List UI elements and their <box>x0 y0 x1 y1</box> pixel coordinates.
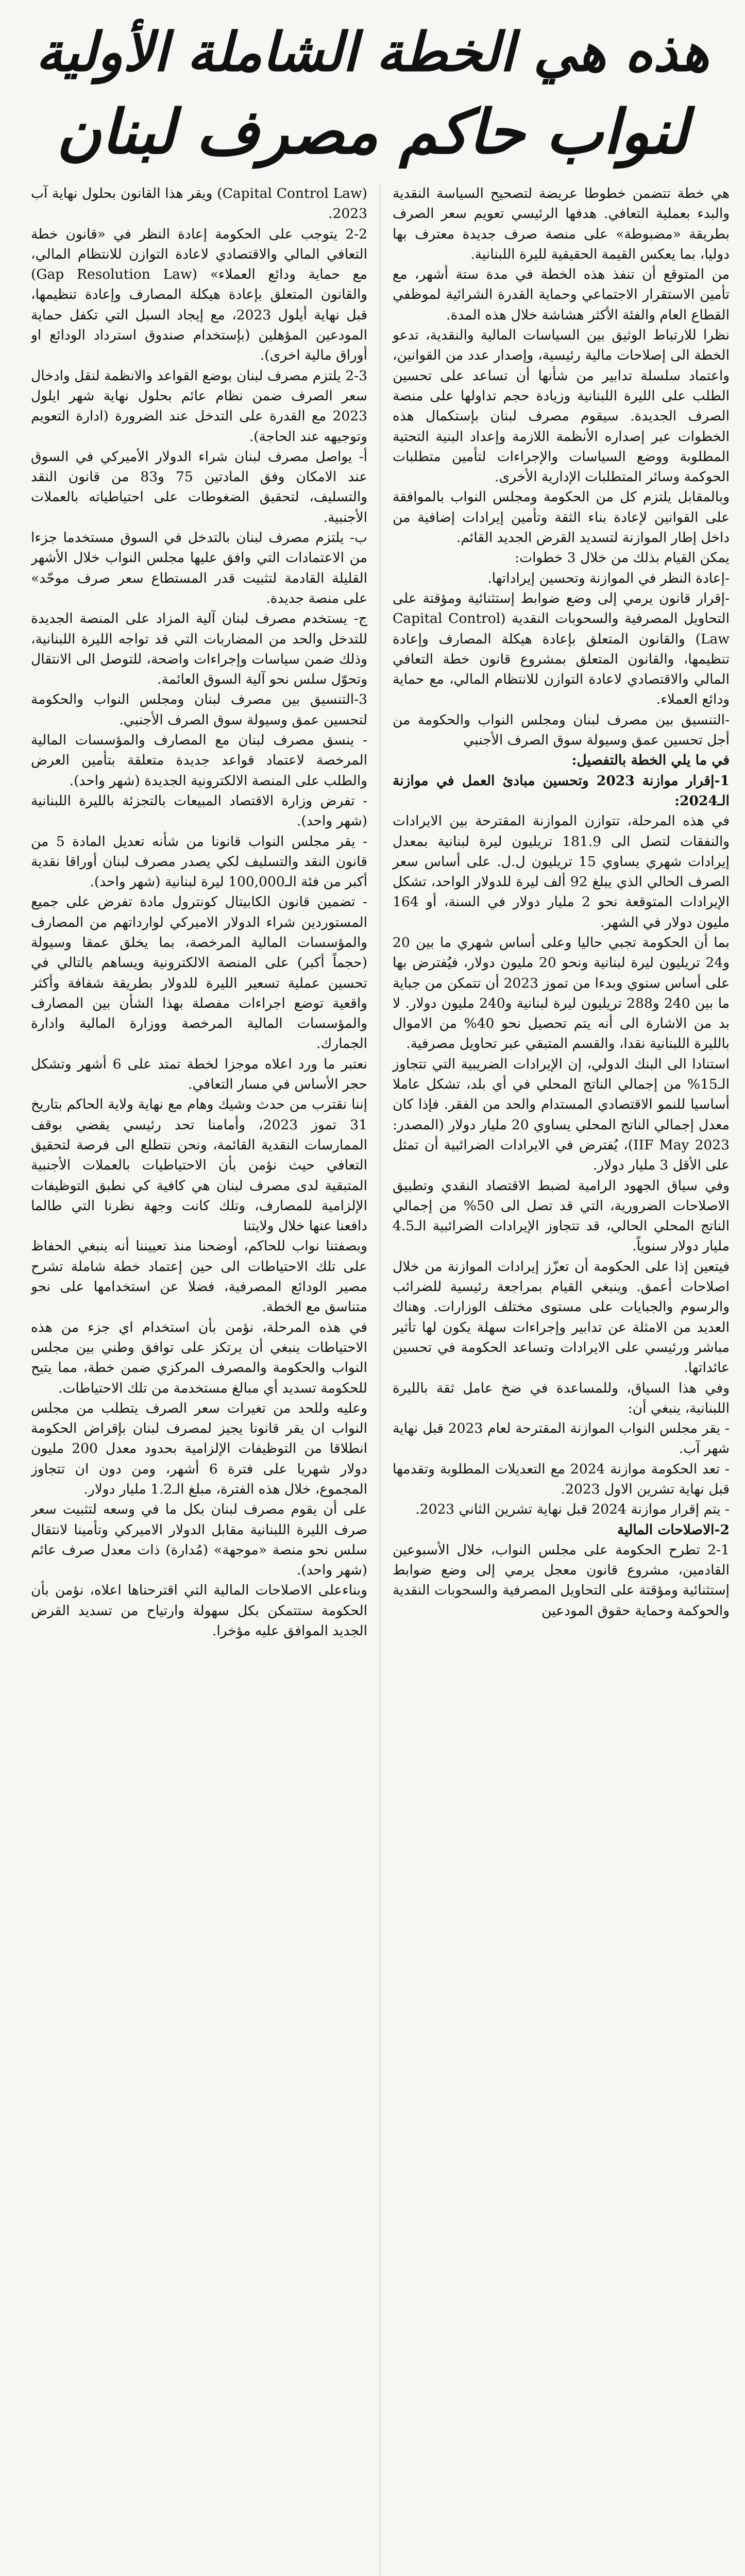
paragraph: (Capital Control Law) ويقر هذا القانون بحلول نهاية آب 2023. <box>31 185 367 222</box>
paragraph: بما أن الحكومة تجبي حاليا وعلى أساس شهري ما بين 20 و24 تريليون ليرة لبنانية ونحو 20 مليون دولار، فيُفترض بها على أساس سنوي وبدءا من تموز 2023 أن تتمكن من جباية ما بين 240 و288 تريليون ليرة لبنانية و240 مليون دولار. لا بد من الاشارة الى أنه يتم تحصيل نحو 40% من الاموال بالليرة اللبنانية نقدا، والقسم المتبقي عبر تحاويل مصرفية. <box>393 934 730 1052</box>
paragraph: ب- يلتزم مصرف لبنان بالتدخل في السوق مستخدما جزءا من الاعتمادات التي وافق عليها مجلس النواب خلال الأشهر القليلة القادمة لتثبيت قدر المستطاع سعر صرف موحّد» على منصة جديدة. <box>31 530 367 606</box>
headline-line-2: لنواب حاكم مصرف لبنان <box>57 96 688 167</box>
article-column-left <box>31 183 380 2576</box>
paragraph: 3-التنسيق بين مصرف لبنان ومجلس النواب والحكومة لتحسين عمق وسيولة سوق الصرف الأجنبي. <box>31 691 367 728</box>
paragraph: استنادا الى البنك الدولي، إن الإيرادات الضريبية التي تتجاوز الـ15% من إجمالي الناتج المحلي في أي بلد، تشكل عاملا أساسيا للنمو الاقتصادي المستدام والحد من الفقر. فإذا كان معدل إجمالي الناتج المحلي يساوي 20 مليار دولار (المصدر: IIF May 2023)، يُفترض في الايرادات الضرائبية أن تمثل على الأقل 3 مليار دولار. <box>393 1056 730 1174</box>
paragraph: وفي هذا السياق، وللمساعدة في ضخ عامل ثقة بالليرة اللبنانية، ينبغي أن: <box>393 1380 730 1416</box>
paragraph: - يتم إقرار موازنة 2024 قبل نهاية تشرين الثاني 2023. <box>415 1501 730 1518</box>
paragraph: - تفرض وزارة الاقتصاد المبيعات بالتجزئة بالليرة اللبنانية (شهر واحد). <box>31 792 367 829</box>
paragraph: فيتعين إذا على الحكومة أن تعزّز إيرادات الموازنة من خلال اصلاحات أعمق. وينبغي القيام بمراجعة رئيسية للضرائب والرسوم والجبايات على مستوى مختلف الوزارات. وهناك العديد من الامثلة عن تدابير وإجراءات سهلة يكون لها تأثير مباشر ورئيسي على الايرادات وتساعد الحكومة في تحسين عائداتها. <box>393 1258 730 1376</box>
paragraph: من المتوقع أن تنفذ هذه الخطة في مدة ستة أشهر، مع تأمين الاستقرار الاجتماعي وحماية القدرة الشرائية لموظفي القطاع العام والفئة الأكثر هشاشة خلال هذه المدة. <box>393 266 730 323</box>
paragraph: يمكن القيام بذلك من خلال 3 خطوات: <box>515 550 730 566</box>
paragraph: أ- يواصل مصرف لبنان شراء الدولار الأميركي في السوق عند الامكان وفق المادتين 75 و83 من قانون النقد والتسليف، لتحقيق الضغوطات على احتياطياته بالعملات الأجنبية. <box>31 448 368 526</box>
paragraph: وفي سياق الجهود الرامية لضبط الاقتصاد النقدي وتطبيق الاصلاحات الضرورية، التي قد تصل الى 50% من إجمالي الناتج المحلي الحالي، قد تتجاوز الإيرادات الضرائبية الـ4.5 مليار دولار سنوياً. <box>393 1177 730 1255</box>
paragraph: وبالمقابل يلتزم كل من الحكومة ومجلس النواب بالموافقة على القوانين لإعادة بناء الثقة وتأمين إيرادات إضافية من داخل إطار الموازنة لتسديد القرض الجديد القائم. <box>393 489 730 546</box>
paragraph: - ينسق مصرف لبنان مع المصارف والمؤسسات المالية المرخصة لاعتماد قواعد جديدة متعلقة بتأمين العرض والطلب على المنصة الالكترونية الجديدة (شهر واحد). <box>31 732 367 789</box>
paragraph: في هذه المرحلة، تتوازن الموازنة المقترحة بين الايرادات والنفقات لتصل الى 181.9 تريليون ليرة لبنانية بمعدل إيرادات شهري يساوي 15 تريليون ل.ل. على أساس سعر الصرف الحالي الذي يبلغ 92 ألف ليرة للدولار الواحد، تشكل الإيرادات المتوقعة نحو 2 مليار دولار في السنة، أو 164 مليون دولار في الشهر. <box>393 813 730 930</box>
paragraph: إننا نقترب من حدث وشيك وهام مع نهاية ولاية الحاكم بتاريخ 31 تموز 2023، وأمامنا تحد رئيسي يقضي بوقف الممارسات النقدية القائمة، ونحن نتطلع الى فرصة لتحقيق التعافي حيث نؤمن بأن الاحتياطيات بالعملات الأجنبية المتبقية لدى مصرف لبنان هي كافية كي نطبق التوظيفات الإلزامية للمصارف، وتلك كانت وجهة نظرنا التي طالما دافعنا عنها خلال ولايتنا <box>31 1096 368 1234</box>
section-heading: في ما يلي الخطة بالتفصيل: <box>571 752 730 769</box>
paragraph: نعتبر ما ورد اعلاه موجزا لخطة تمتد على 6 أشهر وتشكل حجر الأساس في مسار التعافي. <box>31 1056 367 1093</box>
paragraph: هي خطة تتضمن خطوطا عريضة لتصحيح السياسة النقدية والبدء بعملية التعافي. هدفها الرئيسي تعويم سعر الصرف بطريقة «مضبوطة» على منصة صرف جديدة معترف بها دوليا، بما يعكس القيمة الحقيقية لليرة اللبنانية. <box>393 185 730 262</box>
article-column-right <box>380 183 730 2576</box>
paragraph: نظرا للارتباط الوثيق بين السياسات المالية والنقدية، تدعو الخطة الى إصلاحات مالية رئيسية، وإصدار عدد من القوانين، واعتماد سلسلة تدابير من شأنها أن تساعد على تحسين الطلب على الليرة اللبنانية وزيادة حجم تداولها على منصة الصرف الجديدة. سيقوم مصرف لبنان بإستكمال هذه الخطوات عبر إصداره الأنظمة اللازمة وإعداد البنية التحتية المطلوبة ووضع السياسات والإجراءات لتأمين متطلبات الحوكمة وسائر المتطلبات الإدارية الأخرى. <box>393 327 730 485</box>
paragraph: -إعادة النظر في الموازنة وتحسين إيراداتها. <box>487 570 730 586</box>
paragraph: ج- يستخدم مصرف لبنان آلية المزاد على المنصة الجديدة للتدخل والحد من المضاربات التي قد تواجه الليرة اللبنانية، وذلك ضمن سياسات وإجراءات واضحة، للتوصل الى الانتقال وتحوّل سلس نحو آلية السوق العائمة. <box>31 611 367 688</box>
paragraph: 2-2 يتوجب على الحكومة إعادة النظر في «قانون خطة التعافي المالي والاقتصادي لاعادة التوازن للانتظام المالي، مع حماية ودائع العملاء» (Gap Resolution Law) والقانون المتعلق بإعادة هيكلة المصارف وإعادة تنظيمها، قبل نهاية أيلول 2023، مع إيجاد السبل التي تكفل حماية المودعين المؤهلين (بإستخدام صندوق استرداد الودائع او أوراق مالية اخرى). <box>31 226 367 364</box>
section-heading: 1-إقرار موازنة 2023 وتحسين مبادئ العمل في موازنة الـ2024: <box>393 772 730 809</box>
paragraph: وبصفتنا نواب للحاكم، أوضحنا منذ تعييننا أنه ينبغي الحفاظ على تلك الاحتياطات الى حين إعتماد خطة شاملة تشرح مصير الودائع المصرفية، فضلا عن استخدامها على نحو متناسق مع الخطة. <box>31 1238 367 1315</box>
paragraph: في هذه المرحلة، نؤمن بأن استخدام اي جزء من هذه الاحتياطات ينبغي أن يرتكز على توافق وطني بين مجلس النواب والحكومة والمصرف المركزي ضمن خطة، مما يتيح للحكومة تسديد أي مبالغ مستخدمة من تلك الاحتياطات. <box>31 1319 367 1396</box>
headline <box>0 0 745 178</box>
paragraph: - يقر مجلس النواب الموازنة المقترحة لعام 2023 قبل نهاية شهر آب. <box>393 1420 730 1457</box>
paragraph: 2-1 تطرح الحكومة على مجلس النواب، خلال الأسبوعين القادمين، مشروع قانون معجل يرمي إلى وضع ضوابط إستثنائية ومؤقتة على التحاويل المصرفية والسحوبات النقدية والحوكمة وحماية حقوق المودعين <box>393 1541 730 1619</box>
paragraph: - تضمين قانون الكابيتال كونترول مادة تفرض على جميع المستوردين شراء الدولار الاميركي لوارداتهم من المصارف والمؤسسات المالية المرخصة، بما يخلق عمقا وسيولة (حجماً أكبر) على المنصة الالكترونية ويساهم بالتالي في تحسين عملية تسعير الليرة للدولار بطريقة شفافة وأكثر واقعية توضع اجراءات مفصلة بهذا الشأن بين المصارف والمؤسسات المالية المرخصة ووزارة المالية وادارة الجمارك. <box>31 894 367 1052</box>
paragraph: وعليه وللحد من تغيرات سعر الصرف يتطلب من مجلس النواب ان يقر قانونا يجيز لمصرف لبنان بإقراض الحكومة انطلاقا من التوظيفات الإلزامية بحدود معدل 200 مليون دولار شهريا على فترة 6 أشهر، ومن دون ان تتجاوز المجموع، خلال هذه الفترة، مبلغ الـ1.2 مليار دولار. <box>31 1400 367 1497</box>
paragraph: وبناءعلى الاصلاحات المالية التي اقترحناها اعلاه، نؤمن بأن الحكومة ستتمكن بكل سهولة وارتياح من تسديد القرض الجديد الموافق عليه مؤخرا. <box>31 1582 367 1639</box>
paragraph: على أن يقوم مصرف لبنان بكل ما في وسعه لتثبيت سعر صرف الليرة اللبنانية مقابل الدولار الاميركي وتأمينا لانتقال سلس نحو منصة «موجهة» (مُدارة) ذات معدل صرف عائم (شهر واحد). <box>31 1501 367 1579</box>
paragraph: -التنسيق بين مصرف لبنان ومجلس النواب والحكومة من أجل تحسين عمق وسيولة سوق الصرف الأجنبي <box>393 711 730 749</box>
headline-line-1: هذه هي الخطة الشاملة الأولية <box>36 21 709 83</box>
article-columns <box>0 178 745 2576</box>
paragraph: - تعد الحكومة موازنة 2024 مع التعديلات المطلوبة وتقدمها قبل نهاية تشرين الاول 2023. <box>393 1461 730 1497</box>
paragraph: -إقرار قانون يرمي إلى وضع ضوابط إستثنائية ومؤقتة على التحاويل المصرفية والسحوبات النقدية (Capital Control Law) والقانون المتعلق بإعادة هيكلة المصارف وإعادة تنظيمها، والقانون المتعلق بمشروع قانون خطة التعافي المالي والاقتصادي لاعادة التوازن للانتظام المالي، مع حماية ودائع العملاء. <box>393 590 730 708</box>
paragraph: - يقر مجلس النواب قانونا من شأنه تعديل المادة 5 من قانون النقد والتسليف لكي يصدر مصرف لبنان أوراقا نقدية أكبر من فئة الـ100,000 ليرة لبنانية (شهر واحد). <box>31 833 367 890</box>
paragraph: 2-3 يلتزم مصرف لبنان بوضع القواعد والانظمة لنقل وادخال سعر الصرف ضمن نظام عائم بحلول نهاية شهر ايلول 2023 مع القدرة على التدخل عند الضرورة (ادارة التعويم وتوجيهه عند الحاجة). <box>31 367 367 445</box>
section-heading: 2-الاصلاحات المالية <box>617 1521 730 1538</box>
